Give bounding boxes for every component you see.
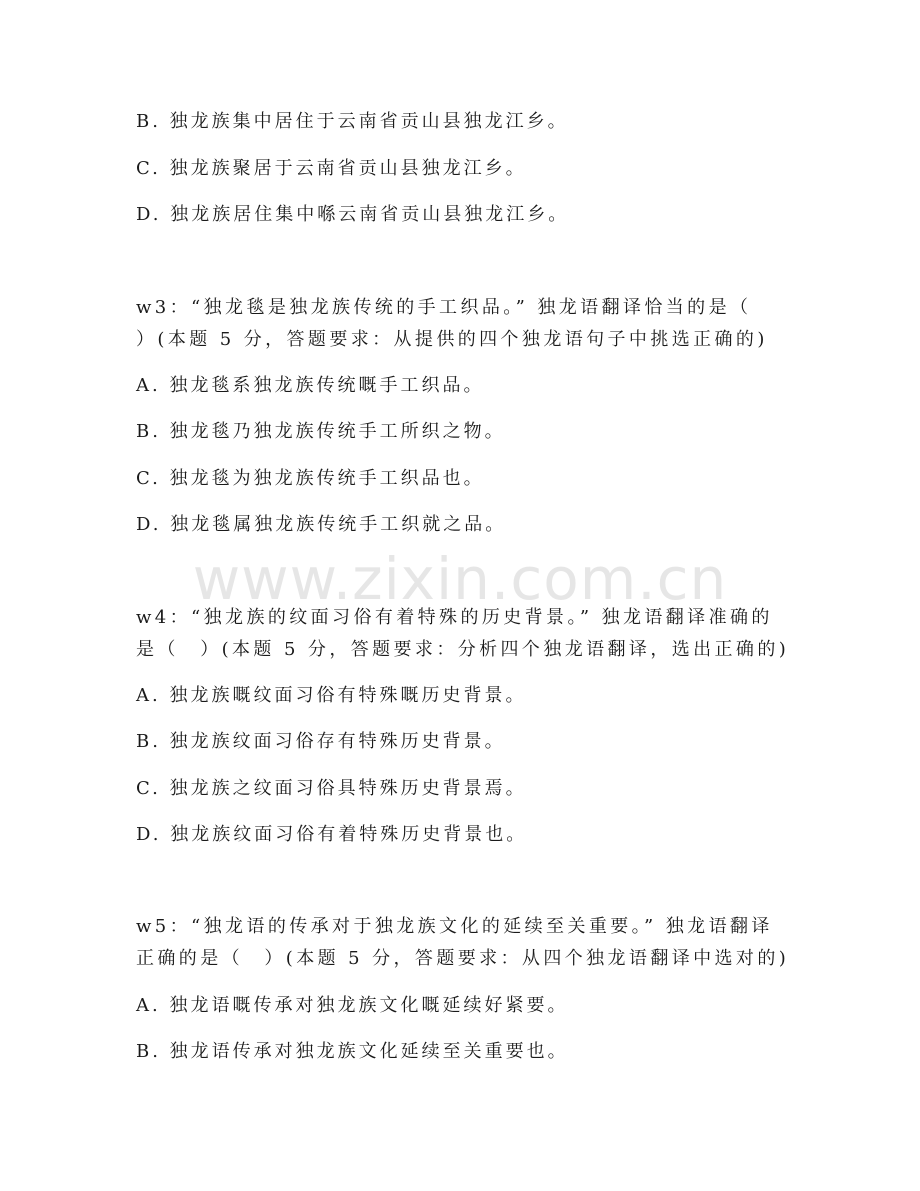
option-c: C. 独龙族之纹面习俗具特殊历史背景焉。	[136, 778, 527, 799]
option-a: A. 独龙语嘅传承对独龙族文化嘅延续好紧要。	[136, 995, 569, 1016]
option-d: D. 独龙族居住集中喺云南省贡山县独龙江乡。	[136, 204, 570, 225]
option-a: A. 独龙族嘅纹面习俗有特殊嘅历史背景。	[136, 685, 527, 706]
watermark: www.zixin.com.cn	[192, 545, 728, 613]
option-d: D. 独龙毯属独龙族传统手工织就之品。	[136, 514, 507, 535]
option-a: A. 独龙毯系独龙族传统嘅手工织品。	[136, 375, 485, 396]
option-d: D. 独龙族纹面习俗有着特殊历史背景也。	[136, 824, 528, 845]
question-stem-line: w4：“独龙族的纹面习俗有着特殊的历史背景。” 独龙语翻译准确的	[136, 607, 773, 628]
question-stem-line: w3：“独龙毯是独龙族传统的手工织品。” 独龙语翻译恰当的是（	[136, 297, 752, 318]
question-stem-line: 正确的是（ ）(本题 5 分，答题要求：从四个独龙语翻译中选对的)	[136, 948, 790, 969]
option-b: B. 独龙语传承对独龙族文化延续至关重要也。	[136, 1041, 569, 1062]
option-c: C. 独龙族聚居于云南省贡山县独龙江乡。	[136, 158, 527, 179]
question-stem-line: w5：“独龙语的传承对于独龙族文化的延续至关重要。” 独龙语翻译	[136, 916, 773, 937]
option-c: C. 独龙毯为独龙族传统手工织品也。	[136, 468, 485, 489]
question-stem-line: ）(本题 5 分，答题要求：从提供的四个独龙语句子中挑选正确的)	[136, 329, 768, 350]
question-stem-line: 是（ ）(本题 5 分，答题要求：分析四个独龙语翻译，选出正确的)	[136, 639, 790, 660]
option-b: B. 独龙族集中居住于云南省贡山县独龙江乡。	[136, 111, 569, 132]
option-b: B. 独龙毯乃独龙族传统手工所织之物。	[136, 421, 506, 442]
option-b: B. 独龙族纹面习俗存有特殊历史背景。	[136, 731, 506, 752]
